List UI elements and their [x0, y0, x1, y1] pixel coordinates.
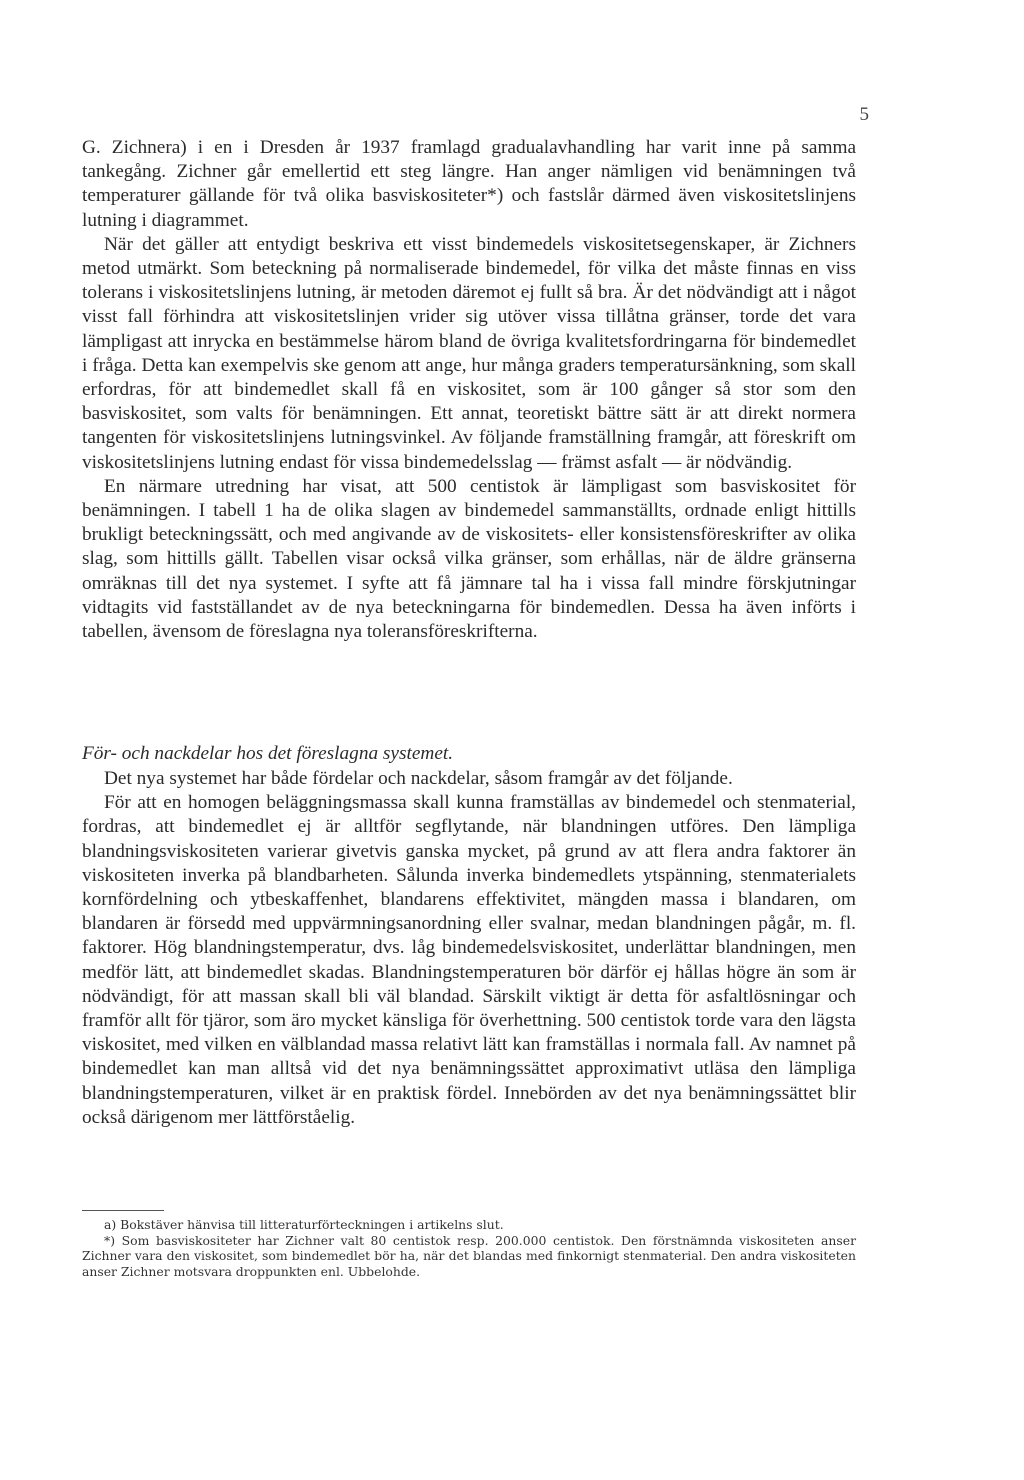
section-text — [82, 767, 856, 1130]
footnote-asterisk: *) Som basviskositeter har Zichner valt 80 centistok resp. 200.000 centistok. Den förstnämnda viskositeten anser Zichner vara den viskositet, som bindemedlet bör ha, när det blandas med finkornigt stenmaterial. Den andra viskositeten anser Zichner motsvara droppunkten enl. Ubbelohde. — [82, 1232, 856, 1279]
footnote-a: a) Bokstäver hänvisa till litteraturförteckningen i artikelns slut. — [104, 1217, 504, 1232]
section-paragraph-2: För att en homogen beläggningsmassa skall kunna framställas av bindemedel och stenmaterial, fordras, att bindemedlet ej är alltför segflytande, när blandningen utföres. Den lämpliga blandningsviskositeten varierar givetvis ganska mycket, på grund av att flera andra faktorer än viskositeten inverka på blandbarheten. Sålunda inverka bindemedlets ytspänning, stenmaterialets kornfördelning och ytbeskaffenhet, blandarens effektivitet, mängden massa i blandaren, om blandaren är försedd med uppvärmningsanordning eller svalnar, medan blandningen pågår, m. fl. faktorer. Hög blandningstemperatur, dvs. låg bindemedelsviskositet, underlättar blandningen, men medför lätt, att bindemedlet skadas. Blandningstemperaturen bör därför ej hållas högre än som är nödvändigt, för att massan skall bli väl blandad. Särskilt viktigt är detta för asfaltlösningar och framför allt för tjäror, som äro mycket känsliga för överhettning. 500 centistok torde vara den lägsta viskositet, med vilken en välblandad massa relativt lätt kan framställas i normala fall. Av namnet på bindemedlet kan man alltså vid det nya benämningssättet approximativt utläsa den lämpliga blandningstemperaturen, vilket är en praktisk fördel. Innebörden av det nya benämningssättet blir också därigenom mer lättförståelig. — [82, 792, 856, 1128]
paragraph-2: När det gäller att entydigt beskriva ett visst bindemedels viskositetsegenskaper, är Zichners metod utmärkt. Som beteckning på normaliserade bindemedel, för vilka det måste finnas en viss tolerans i viskositetslinjens lutning, är metoden däremot ej fullt så bra. Är det nödvändigt att i något visst fall förhindra att viskositetslinjen vrider sig utöver vissa tillåtna gränser, torde det vara lämpligast att inrycka en bestämmelse härom bland de övriga kvalitetsfordringarna för bindemedlet i fråga. Detta kan exempelvis ske genom att ange, hur många graders temperatursänkning, som skall erfordras, för att bindemedlet skall få en viskositet, som är 100 gånger så stor som den basviskositet, som valts för benämningen. Ett annat, teoretiskt bättre sätt är att direkt normera tangenten för viskositetslinjens lutningsvinkel. Av följande framställning framgår, att föreskrift om viskositetslinjens lutning endast för vissa bindemedelsslag — främst asfalt — är nödvändig. — [82, 233, 856, 473]
footnote-divider — [82, 1210, 164, 1211]
page-number: 5 — [859, 104, 869, 125]
section-paragraph-1: Det nya systemet har både fördelar och nackdelar, såsom framgår av det följande. — [104, 768, 733, 789]
section-heading: För- och nackdelar hos det föreslagna systemet. — [82, 743, 454, 764]
paragraph-1: G. Zichnera) i en i Dresden år 1937 framlagd gradualavhandling har varit inne på samma tankegång. Zichner går emellertid ett steg längre. Han anger nämligen vid benämningen två temperaturer gällande för två olika basviskositeter*) och fastslår därmed även viskositetslinjens lutning i diagrammet. — [82, 137, 856, 231]
footnotes — [82, 1217, 856, 1279]
paragraph-3: En närmare utredning har visat, att 500 centistok är lämpligast som basviskositet för benämningen. I tabell 1 ha de olika slagen av bindemedel sammanställts, ordnade enligt hittills brukligt beteckningssätt, och med angivande av de viskositets- eller konsistensföreskrifter av olika slag, som hittills gällt. Tabellen visar också vilka gränser, som erhållas, när de äldre gränserna omräknas till det nya systemet. I syfte att få jämnare tal ha i vissa fall mindre förskjutningar vidtagits vid fastställandet av de nya beteckningarna för bindemedlen. Dessa ha även införts i tabellen, ävensom de föreslagna nya toleransföreskrifterna. — [82, 475, 856, 643]
main-text — [82, 136, 856, 644]
